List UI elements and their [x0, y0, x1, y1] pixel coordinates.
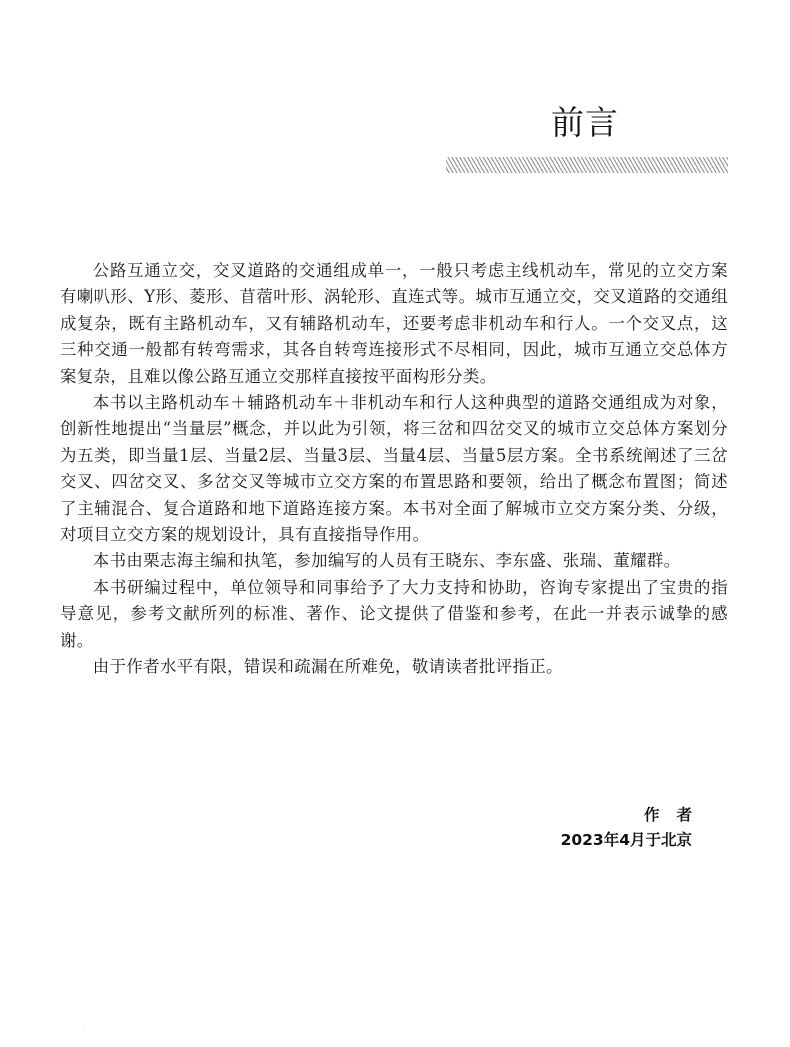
preface-paragraph: 本书研编过程中，单位领导和同事给予了大力支持和协助，咨询专家提出了宝贵的指导意见，参考文献所列的标准、著作、论文提供了借鉴和参考，在此一并表示诚挚的感谢。 [60, 577, 728, 650]
preface-body [60, 258, 728, 681]
signature-author: 作者 [643, 806, 709, 824]
signature-date: 2023年4月于北京 [560, 831, 692, 849]
preface-paragraph: 本书由栗志海主编和执笔，参加编写的人员有王晓东、李东盛、张瑞、董耀群。 [92, 551, 681, 571]
page-title: 前言 [551, 103, 619, 142]
preface-paragraph: 公路互通立交，交叉道路的交通组成单一，一般只考虑主线机动车，常见的立交方案有喇叭形、Y形、菱形、苜蓿叶形、涡轮形、直连式等。城市互通立交，交叉道路的交通组成复杂，既有主路机动车，又有辅路机动车，还要考虑非机动车和行人。一个交叉点，这三种交通一般都有转弯需求，其各自转弯连接形式不尽相同，因此，城市互通立交总体方案复杂，且难以像公路互通立交那样直接按平面构形分类。 [60, 261, 728, 386]
preface-paragraph: 由于作者水平有限，错误和疏漏在所难免，敬请读者批评指正。 [92, 657, 563, 677]
decorative-hatch-rule [446, 157, 728, 173]
corner-mark: · [82, 1024, 85, 1033]
preface-paragraph: 本书以主路机动车＋辅路机动车＋非机动车和行人这种典型的道路交通组成为对象，创新性地提出“当量层”概念，并以此为引领，将三岔和四岔交叉的城市立交总体方案划分为五类，即当量1层、当量2层、当量3层、当量4层、当量5层方案。全书系统阐述了三岔交叉、四岔交叉、多岔交叉等城市立交方案的布置思路和要领，给出了概念布置图；简述了主辅混合、复合道路和地下道路连接方案。本书对全面了解城市立交方案分类、分级，对项目立交方案的规划设计，具有直接指导作用。 [60, 393, 728, 545]
